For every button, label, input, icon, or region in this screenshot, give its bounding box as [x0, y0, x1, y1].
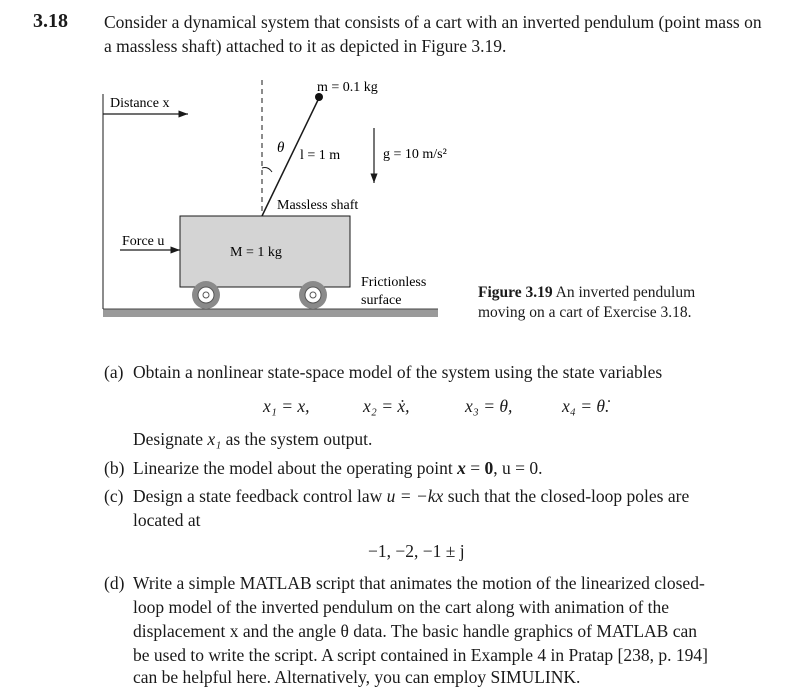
figure-caption	[478, 283, 778, 323]
part-d-line4: be used to write the script. A script contained in Example 4 in Pratap [238, p. 194]	[133, 645, 708, 665]
part-d-line2: loop model of the inverted pendulum on the cart along with animation of the	[133, 597, 670, 617]
part-a-output-var: x₁	[207, 429, 222, 449]
surface-label-line2: surface	[361, 293, 402, 308]
part-d-line5: can be helpful here. Alternatively, you can employ SIMULINK.	[133, 667, 581, 687]
part-c-line1	[133, 484, 783, 508]
shaft-label: Massless shaft	[277, 198, 359, 213]
part-d-line3: displacement x and the angle θ data. The basic handle graphics of MATLAB can	[133, 621, 697, 641]
part-c-pre: Design a state feedback control law	[133, 486, 387, 506]
ground	[103, 309, 438, 317]
part-c-law: u = −kx	[386, 486, 444, 506]
caption-text-1: An inverted pendulum	[555, 284, 696, 301]
theta-arc	[262, 168, 272, 173]
distance-label: Distance x	[110, 96, 170, 111]
part-b-op-mid: =	[465, 458, 485, 478]
cart-wheel-left	[192, 281, 220, 309]
length-label: l = 1 m	[300, 148, 341, 163]
theta-label: θ	[277, 140, 285, 156]
cart-mass-label: M = 1 kg	[230, 245, 282, 260]
problem-number: 3.18	[33, 10, 68, 32]
closed-loop-poles: −1, −2, −1 ± j	[368, 541, 465, 561]
caption-label: Figure 3.19	[478, 284, 553, 301]
part-a-letter: (a)	[104, 362, 124, 382]
part-b-op-zero: 0	[484, 458, 494, 478]
part-d-letter: (d)	[104, 573, 125, 593]
part-c-post: such that the closed-loop poles are	[443, 486, 690, 506]
part-b-op-rest: , u = 0.	[493, 458, 543, 478]
state-eq-4: x₄ = θ̇.	[562, 396, 610, 416]
surface-label-line1: Frictionless	[361, 275, 427, 290]
part-a-output	[133, 427, 372, 451]
caption-text-2: moving on a cart of Exercise 3.18.	[478, 304, 692, 321]
part-b-text	[133, 456, 543, 480]
gravity-label: g = 10 m/s²	[383, 147, 447, 162]
part-c-letter: (c)	[104, 486, 124, 506]
problem-intro: Consider a dynamical system that consists of a cart with an inverted pendulum (point mass on a massless shaft) attached to it as depicted in Figure 3.19.	[104, 12, 762, 56]
part-c-line2: located at	[133, 510, 201, 530]
state-eq-3: x₃ = θ,	[465, 396, 513, 416]
state-eq-2: x₂ = ẋ,	[363, 396, 410, 416]
state-eq-1: x₁ = x,	[263, 396, 310, 416]
part-a-text: Obtain a nonlinear state-space model of the system using the state variables	[133, 362, 663, 382]
part-d-line1: Write a simple MATLAB script that animates the motion of the linearized closed-	[133, 573, 705, 593]
part-b-pre: Linearize the model about the operating point	[133, 458, 458, 478]
part-b-op-x: x	[457, 458, 466, 478]
mass-label: m = 0.1 kg	[317, 80, 378, 95]
cart-wheel-right	[299, 281, 327, 309]
force-label: Force u	[122, 234, 165, 249]
part-a-output-post: as the system output.	[221, 429, 373, 449]
part-a-output-pre: Designate	[133, 429, 208, 449]
part-b-letter: (b)	[104, 458, 125, 478]
